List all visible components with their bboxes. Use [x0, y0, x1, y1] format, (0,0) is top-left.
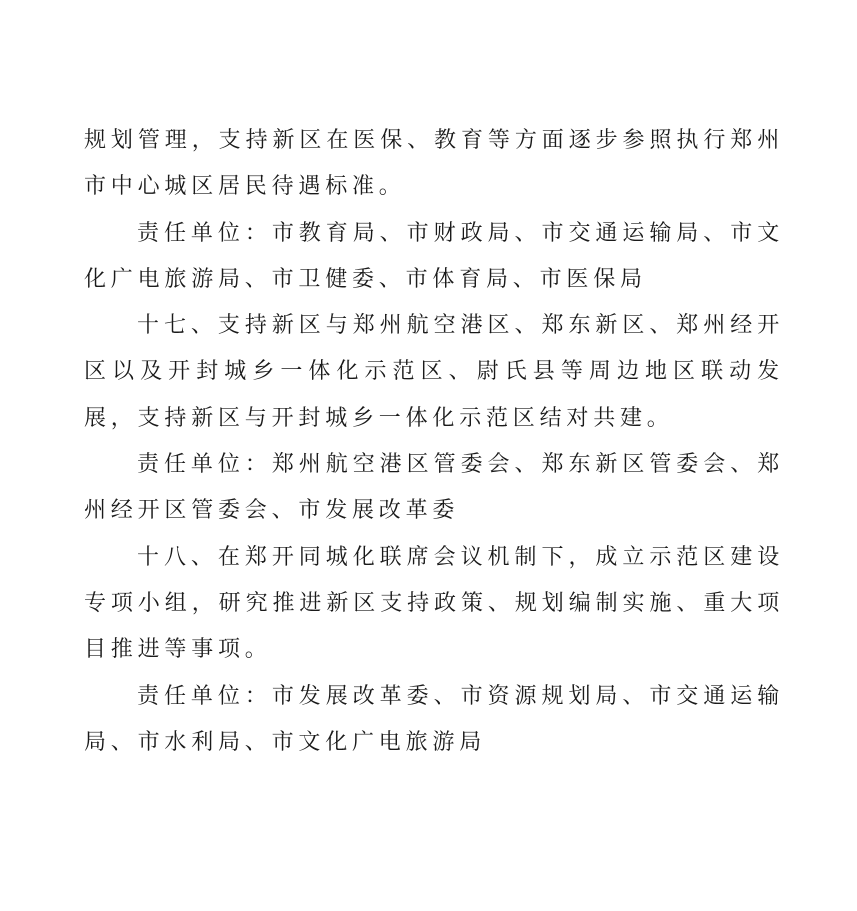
document-body: [84, 118, 784, 766]
paragraph-item-18: 十八、在郑开同城化联席会议机制下，成立示范区建设专项小组，研究推进新区支持政策、规划编制实施、重大项目推进等事项。: [84, 544, 784, 663]
paragraph-responsible-units: 责任单位：市发展改革委、市资源规划局、市交通运输局、市水利局、市文化广电旅游局: [84, 683, 784, 755]
paragraph-responsible-units: 责任单位：郑州航空港区管委会、郑东新区管委会、郑州经开区管委会、市发展改革委: [84, 452, 784, 524]
paragraph-item-17: 十七、支持新区与郑州航空港区、郑东新区、郑州经开区以及开封城乡一体化示范区、尉氏县等周边地区联动发展，支持新区与开封城乡一体化示范区结对共建。: [84, 313, 784, 431]
paragraph-continuation: 规划管理，支持新区在医保、教育等方面逐步参照执行郑州市中心城区居民待遇标准。: [84, 128, 784, 200]
paragraph-responsible-units: 责任单位：市教育局、市财政局、市交通运输局、市文化广电旅游局、市卫健委、市体育局、市医保局: [84, 220, 784, 292]
